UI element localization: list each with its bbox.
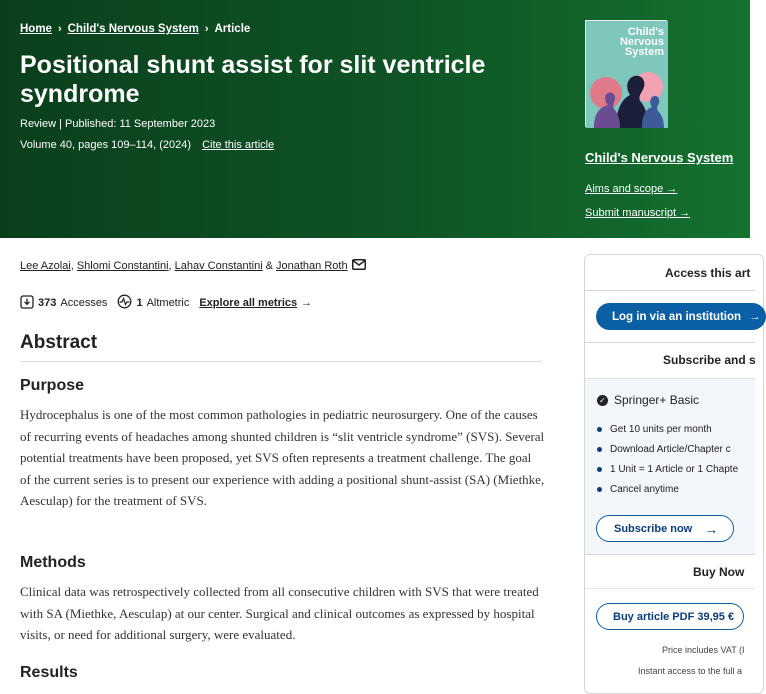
- plan-feature: [597, 464, 738, 475]
- bullet-icon: [597, 467, 602, 472]
- article-title: Positional shunt assist for slit ventricle syndrome: [20, 51, 486, 108]
- article-type-published: Review | Published: 11 September 2023: [20, 118, 216, 130]
- altmetric-label: Altmetric: [146, 297, 190, 309]
- panel-divider: [585, 378, 755, 379]
- journal-name-link[interactable]: Child's Nervous System: [585, 150, 734, 165]
- author-separator: ,: [168, 260, 172, 272]
- plan-feature: [597, 444, 731, 455]
- bullet-icon: [597, 487, 602, 492]
- breadcrumb-current: Article: [214, 23, 251, 35]
- author-link[interactable]: Lahav Constantini: [174, 260, 263, 272]
- buy-now-title: Buy Now: [693, 565, 745, 579]
- author-link[interactable]: Lee Azolai: [20, 260, 71, 272]
- abstract-divider: [20, 361, 542, 362]
- submit-manuscript-link[interactable]: [585, 207, 690, 219]
- buy-article-button[interactable]: [596, 603, 744, 630]
- cite-article-link[interactable]: Cite this article: [202, 139, 275, 151]
- explore-metrics-link[interactable]: Explore all metrics: [199, 297, 298, 309]
- arrow-right-icon: →: [749, 310, 761, 323]
- article-header: [0, 0, 750, 238]
- methods-text: Clinical data was retrospectively collected from all consecutive children with SVS that were treated with SA (Miethke, Aesculap) at our center. Surgical and clinical outcomes as expressed by hospital visits, or need for additional surgery, were evaluated.: [20, 584, 539, 642]
- access-title: Access this art: [665, 266, 751, 280]
- journal-cover-image[interactable]: [585, 20, 667, 127]
- checkmark-icon: ✓: [597, 395, 608, 406]
- accesses-count: 373: [38, 297, 57, 309]
- arrow-right-icon: →: [704, 520, 719, 537]
- volume-pages: Volume 40, pages 109–114, (2024): [20, 139, 192, 151]
- institution-login-button[interactable]: [596, 303, 766, 330]
- chevron-right-icon: ›: [57, 23, 62, 35]
- download-icon: [20, 295, 34, 312]
- altmetric-icon: [117, 294, 132, 312]
- submit-manuscript-label: Submit manuscript: [585, 207, 677, 219]
- plan-feature: [597, 484, 679, 495]
- aims-and-scope-label: Aims and scope: [585, 183, 664, 195]
- author-list: [20, 259, 366, 273]
- panel-divider: [585, 554, 755, 555]
- panel-divider: [585, 342, 755, 343]
- instant-access-note: Instant access to the full a: [638, 666, 743, 676]
- author-separator: &: [265, 260, 274, 272]
- panel-divider: [585, 290, 755, 291]
- methods-heading: Methods: [20, 554, 86, 571]
- vat-note: Price includes VAT (I: [662, 645, 745, 655]
- plan-feature: [597, 424, 712, 435]
- panel-divider: [585, 588, 755, 589]
- purpose-text: Hydrocephalus is one of the most common pathologies in pediatric neurosurgery. One of the causes of recurring events of headaches among shunted children is “slit ventricle syndrome” (SVS). Several potential treatments have been proposed, yet SVS often represents a treatment challenge. The goal of the current series is to present our experience with adding a positional shunt-assist (SA) (Miethke, Aesculap) for the treatment of SVS.: [20, 407, 545, 508]
- plan-feature-text: Download Article/Chapter c: [610, 444, 731, 455]
- envelope-icon[interactable]: [352, 259, 366, 273]
- bullet-icon: [597, 447, 602, 452]
- arrow-right-icon: →: [666, 183, 678, 195]
- breadcrumb-journal-link[interactable]: Child's Nervous System: [67, 23, 199, 35]
- subscribe-now-label: Subscribe now: [614, 522, 693, 535]
- arrow-right-icon: →: [301, 297, 313, 309]
- chevron-right-icon: ›: [204, 23, 209, 35]
- arrow-right-icon: →: [679, 207, 691, 219]
- abstract-heading: Abstract: [20, 332, 98, 353]
- cover-title: Child's Nervous System: [619, 26, 664, 58]
- plan-feature-text: Cancel anytime: [610, 484, 679, 495]
- plan-feature-text: Get 10 units per month: [610, 424, 712, 435]
- breadcrumb-home-link[interactable]: Home: [20, 23, 52, 35]
- plan-name-label: Springer+ Basic: [614, 393, 700, 407]
- breadcrumb: [20, 23, 250, 35]
- subscribe-now-button[interactable]: [596, 515, 734, 542]
- accesses-label: Accesses: [60, 297, 108, 309]
- subscribe-title: Subscribe and s: [663, 353, 756, 367]
- aims-and-scope-link[interactable]: [585, 183, 677, 195]
- institution-login-label: Log in via an institution: [612, 310, 742, 323]
- purpose-heading: Purpose: [20, 377, 85, 394]
- author-separator: ,: [70, 260, 74, 272]
- author-link[interactable]: Shlomi Constantini: [76, 260, 169, 272]
- altmetric-count: 1: [136, 297, 143, 309]
- plan-feature-text: 1 Unit = 1 Article or 1 Chapte: [610, 464, 739, 475]
- article-volume-info: [20, 139, 274, 151]
- author-link[interactable]: Jonathan Roth: [276, 260, 348, 272]
- results-heading: Results: [20, 664, 78, 681]
- bullet-icon: [597, 427, 602, 432]
- buy-article-label: Buy article PDF 39,95 €: [613, 610, 735, 623]
- article-metrics: [20, 294, 312, 312]
- plan-name: [597, 393, 699, 407]
